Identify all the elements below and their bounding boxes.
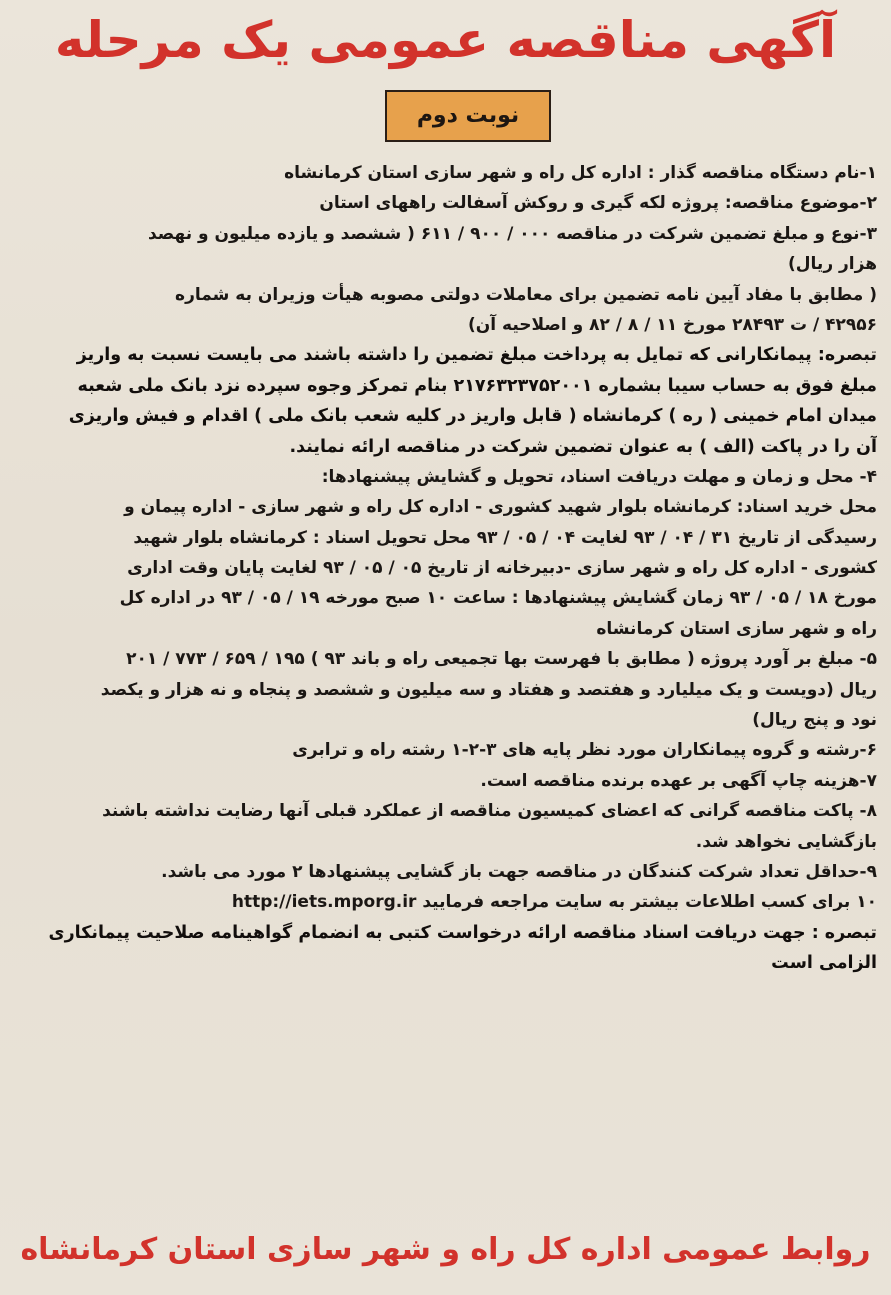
note-line: الزامی است	[771, 953, 877, 974]
clause-line: ۲-موضوع مناقصه: پروژه لکه گیری و روکش آسفالت راههای استان	[319, 193, 877, 214]
clause-line: هزار ریال)	[788, 254, 877, 275]
clause-line: کشوری - اداره کل راه و شهر سازی -دبیرخانه از تاریخ ۰۵ / ۰۵ / ۹۳ لغایت پایان وقت اداری	[127, 558, 877, 579]
clause-line: رسیدگی از تاریخ ۳۱ / ۰۴ / ۹۳ لغایت ۰۴ / ۰۵ / ۹۳ محل تحویل اسناد : کرمانشاه بلوار شهید	[133, 527, 877, 548]
clause-line: بازگشایی نخواهد شد.	[695, 831, 877, 852]
clause-line: محل خرید اسناد: کرمانشاه بلوار شهید کشوری - اداره کل راه و شهر سازی - اداره پیمان و	[124, 497, 877, 518]
note-line: مبلغ فوق به حساب سیبا بشماره ۲۱۷۶۳۲۳۷۵۲۰۰۱ بنام تمرکز وجوه سپرده نزد بانک ملی شعبه	[77, 375, 877, 396]
clause-line: ۹-حداقل تعداد شرکت کنندگان در مناقصه جهت باز گشایی پیشنهادها ۲ مورد می باشد.	[161, 861, 877, 882]
clause-line: ( مطابق با مفاد آیین نامه تضمین برای معاملات دولتی مصوبه هیأت وزیران به شماره	[175, 284, 877, 305]
clause-line: ۱۰ برای کسب اطلاعات بیشتر به سایت مراجعه فرمایید http://iets.mporg.ir	[231, 892, 877, 913]
note-line: تبصره: پیمانکارانی که تمایل به پرداخت مبلغ تضمین را داشته باشند می بایست نسبت به واریز	[76, 345, 877, 366]
announcement-title: آگهی مناقصه عمومی یک مرحله	[54, 11, 837, 69]
clause-line: ۴- محل و زمان و مهلت دریافت اسناد، تحویل و گشایش پیشنهادها:	[321, 466, 877, 487]
clause-line: ریال (دویست و یک میلیارد و هفتصد و هفتاد و سه میلیون و ششصد و پنجاه و نه هزار و یکصد	[100, 679, 877, 700]
clause-line: ۴۲۹۵۶ / ت ۲۸۴۹۳ مورخ ۱۱ / ۸ / ۸۲ و اصلاحیه آن)	[467, 314, 877, 335]
public-relations-footer: روابط عمومی اداره کل راه و شهر سازی استان کرمانشاه	[20, 1232, 871, 1267]
note-line: تبصره : جهت دریافت اسناد مناقصه ارائه درخواست کتبی به انضمام گواهینامه صلاحیت پیمانکاری	[48, 922, 877, 943]
note-line: آن را در پاکت (الف ) به عنوان تضمین شرکت در مناقصه ارائه نمایند.	[289, 436, 877, 457]
clause-line: مورخ ۱۸ / ۰۵ / ۹۳ زمان گشایش پیشنهادها : ساعت ۱۰ صبح مورخه ۱۹ / ۰۵ / ۹۳ در اداره کل	[119, 588, 877, 609]
clause-line: نود و پنج ریال)	[752, 710, 877, 731]
clause-line: ۷-هزینه چاپ آگهی بر عهده برنده مناقصه است.	[480, 770, 877, 791]
clause-line: ۶-رشته و گروه پیمانکاران مورد نظر پایه های ۳-۲-۱ رشته راه و ترابری	[292, 740, 877, 761]
clause-line: ۸- پاکت مناقصه گرانی که اعضای کمیسیون مناقصه از عملکرد قبلی آنها رضایت نداشته باشند	[102, 801, 877, 822]
clause-line: ۳-نوع و مبلغ تضمین شرکت در مناقصه ۰۰۰ / ۹۰۰ / ۶۱۱ ( ششصد و یازده میلیون و نهصد	[147, 223, 877, 244]
announcement-body	[13, 158, 877, 979]
clause-line: راه و شهر سازی استان کرمانشاه	[596, 618, 877, 639]
turn-badge: نوبت دوم	[385, 90, 551, 142]
clause-line: ۵- مبلغ بر آورد پروژه ( مطابق با فهرست بها تجمیعی راه و باند ۹۳ ) ۱۹۵ / ۶۵۹ / ۷۷۳ / ۲۰۱	[126, 649, 877, 670]
clause-line: ۱-نام دستگاه مناقصه گذار : اداره کل راه و شهر سازی استان کرمانشاه	[284, 163, 877, 183]
note-line: میدان امام خمینی ( ره ) کرمانشاه ( قابل واریز در کلیه شعب بانک ملی ) اقدام و فیش واریزی	[68, 406, 877, 427]
